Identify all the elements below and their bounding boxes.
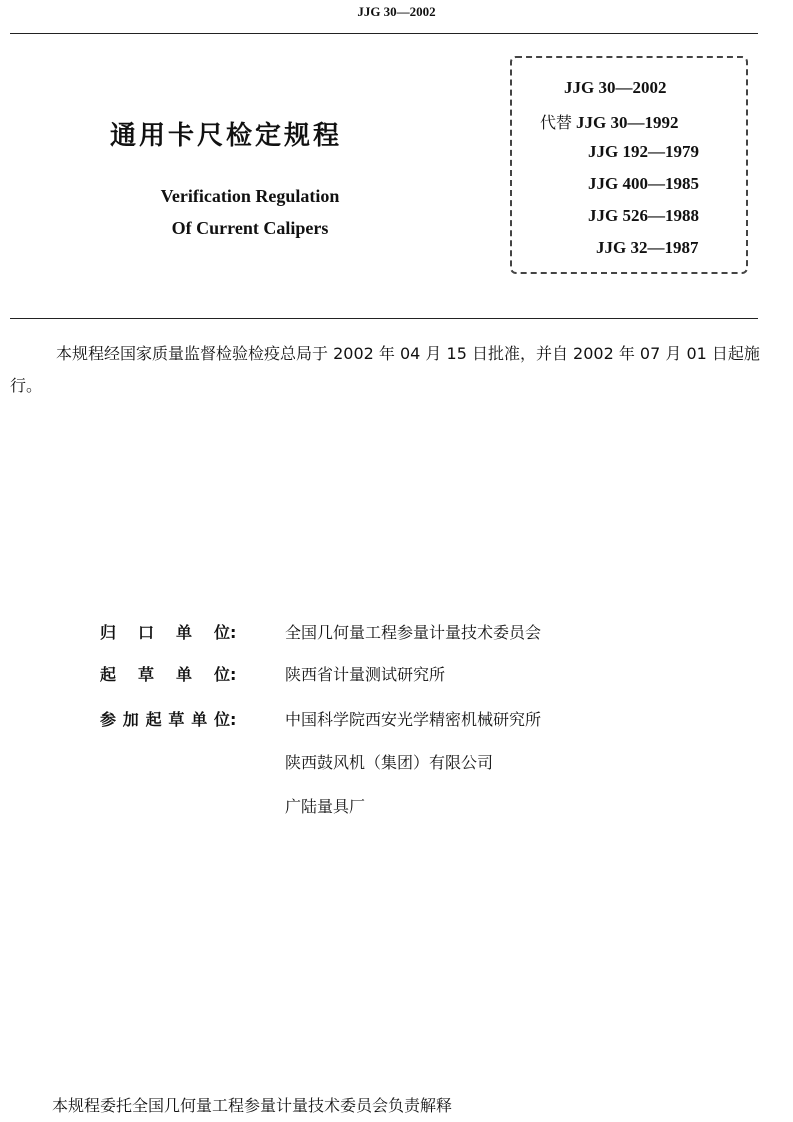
header-code: JJG 30—2002: [357, 4, 436, 19]
replaced-code-5: JJG 32—1987: [596, 238, 699, 257]
replaced-code-2: JJG 192—1979: [588, 142, 699, 161]
title-english-line-2: Of Current Calipers: [171, 218, 329, 238]
replaced-code-3: JJG 400—1985: [588, 174, 699, 193]
responsible-colon: :: [230, 623, 237, 642]
title-english: [100, 180, 400, 244]
code-box: [510, 56, 748, 274]
replaced-code-1-text: JJG 30—1992: [576, 113, 679, 132]
middle-rule: [10, 318, 758, 319]
org-row-drafting: [100, 662, 446, 685]
drafting-value: 陕西省计量测试研究所: [285, 665, 446, 684]
current-code: JJG 30—2002: [564, 78, 667, 97]
participating-label: 参加起草单位: [100, 710, 230, 729]
replaced-code-4: JJG 526—1988: [588, 206, 699, 225]
drafting-label: 起草单位: [100, 665, 230, 684]
title-english-line-1: Verification Regulation: [160, 186, 340, 206]
participating-colon: :: [230, 710, 237, 729]
replaces-label: 代替: [540, 113, 573, 132]
top-rule: [10, 33, 758, 34]
participating-value-2: 陕西鼓风机（集团）有限公司: [285, 753, 494, 772]
participating-value-3: 广陆量具厂: [285, 797, 366, 816]
approval-text: 本规程经国家质量监督检验检疫总局于 2002 年 04 月 15 日批准，并自 2002 年 07 月 01 日起施行。: [10, 344, 760, 395]
title-chinese: 通用卡尺检定规程: [110, 121, 343, 151]
footer-note: 本规程委托全国几何量工程参量计量技术委员会负责解释: [52, 1096, 453, 1115]
replaced-code-1: [540, 110, 679, 133]
responsible-value: 全国几何量工程参量计量技术委员会: [285, 623, 542, 642]
org-row-responsible: [100, 620, 542, 643]
org-row-participating: [100, 707, 542, 730]
responsible-label: 归口单位: [100, 623, 230, 642]
participating-value-1: 中国科学院西安光学精密机械研究所: [285, 710, 542, 729]
drafting-colon: :: [230, 665, 237, 684]
